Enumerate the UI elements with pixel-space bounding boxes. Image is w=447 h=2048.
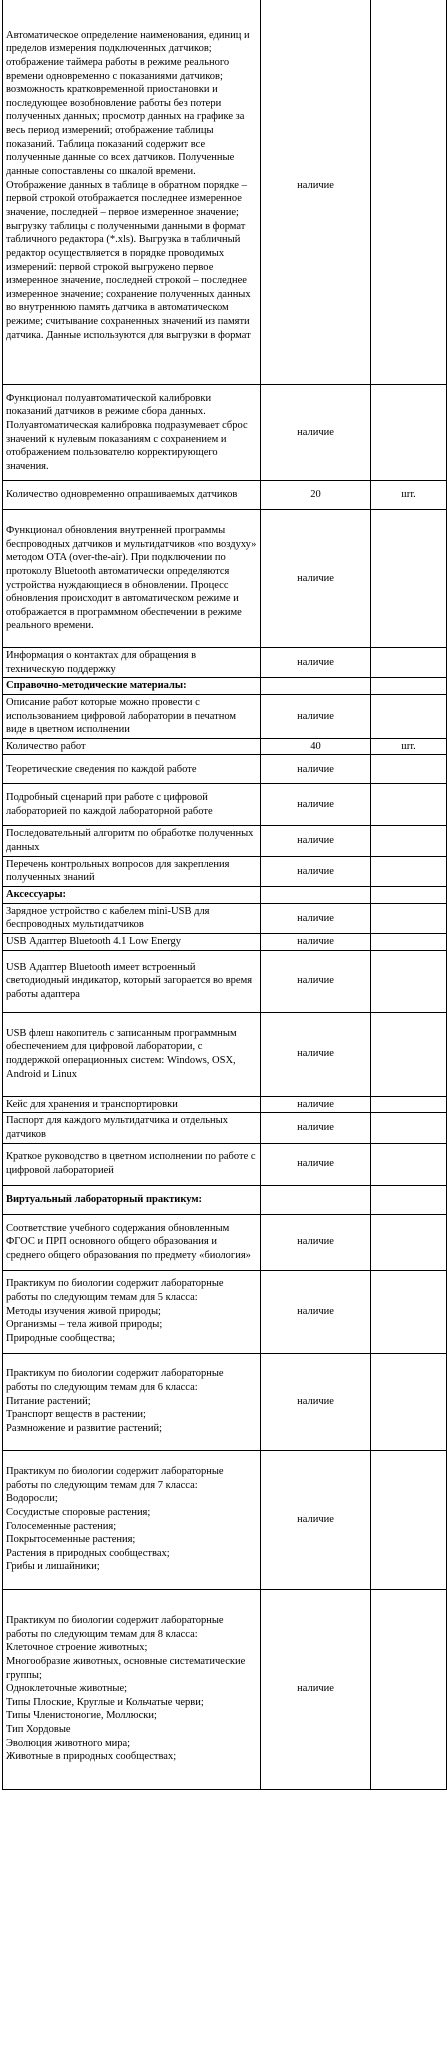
unit-cell — [371, 1450, 447, 1589]
unit-cell — [371, 1096, 447, 1113]
value-cell — [261, 1185, 371, 1214]
table-row — [3, 950, 447, 1012]
description-line: Питание растений; — [6, 1395, 91, 1407]
value-cell: наличие — [261, 933, 371, 950]
table-row — [3, 738, 447, 755]
description-line: Типы Членистоногие, Моллюски; — [6, 1710, 157, 1722]
description-cell — [3, 1113, 261, 1143]
unit-cell: шт. — [371, 481, 447, 510]
description-cell — [3, 1353, 261, 1450]
value-cell: наличие — [261, 856, 371, 886]
description-cell — [3, 950, 261, 1012]
value-cell: наличие — [261, 755, 371, 784]
description-line: Функционал обновления внутренней программы беспроводных датчиков и мультидатчиков «по воздуху» методом OTA (over-the-air). При подключении по протоколу Bluetooth автоматически определяются устройства нуждающиеся в обновлении. Процесс обновления происходит в автоматическом режиме и отображается в программном обеспечении в режиме реального времени. — [6, 524, 257, 632]
description-line: Аксессуары: — [6, 889, 67, 901]
unit-cell — [371, 678, 447, 695]
description-cell — [3, 1214, 261, 1270]
table-row — [3, 1270, 447, 1353]
description-line: Природные сообщества; — [6, 1332, 116, 1344]
description-cell — [3, 755, 261, 784]
description-cell — [3, 510, 261, 648]
description-line: Справочно-методические материалы: — [6, 680, 187, 692]
value-cell: наличие — [261, 1353, 371, 1450]
description-cell — [3, 1012, 261, 1096]
description-line: Растения в природных сообществах; — [6, 1547, 170, 1559]
description-cell — [3, 856, 261, 886]
value-cell: наличие — [261, 694, 371, 738]
description-line: Эволюция животного мира; — [6, 1737, 131, 1749]
table-row — [3, 755, 447, 784]
unit-cell — [371, 510, 447, 648]
description-line: Функционал полуавтоматической калибровки показаний датчиков в режиме сбора данных. Полуавтоматическая калибровка подразумевает сброс значений к нулевым показаниям с сохранением и отображением пользователю корректирующего значения. — [6, 392, 248, 472]
table-row — [3, 903, 447, 933]
description-line: Практикум по биологии содержит лабораторные работы по следующим темам для 5 класса: — [6, 1278, 224, 1304]
table-row — [3, 481, 447, 510]
description-line: USB Адаптер Bluetooth 4.1 Low Energy — [6, 935, 182, 947]
description-line: Сосудистые споровые растения; — [6, 1506, 151, 1518]
description-line: Транспорт веществ в растении; — [6, 1409, 146, 1421]
unit-cell — [371, 1214, 447, 1270]
table-row — [3, 784, 447, 826]
description-line: Подробный сценарий при работе с цифровой лабораторией по каждой лабораторной работе — [6, 792, 213, 817]
table-row — [3, 1096, 447, 1113]
description-line: Теоретические сведения по каждой работе — [6, 763, 197, 775]
value-cell: наличие — [261, 826, 371, 856]
description-line: Тип Хордовые — [6, 1724, 71, 1736]
description-cell — [3, 481, 261, 510]
section-title-cell — [3, 1185, 261, 1214]
description-cell — [3, 826, 261, 856]
table-row — [3, 856, 447, 886]
description-line: Животные в природных сообществах; — [6, 1751, 177, 1763]
value-cell: наличие — [261, 1012, 371, 1096]
description-line: Соответствие учебного содержания обновленным ФГОС и ПРП основного общего образования и среднего общего образования по предмету «биология» — [6, 1222, 251, 1261]
description-line: Автоматическое определение наименования, единиц и пределов измерения подключенных датчиков; отображение таймера работы в режиме реального времени одновременно с показаниями датчиков; возможность кратковременной приостановки и последующее возобновление работы без потери полученных данных; просмотр данных на графике за весь период измерений; отображение таблицы показаний. Таблица показаний содержит все полученные данные со всех датчиков. Полученные данные сопоставлены со шкалой времени. Отображение данных в таблице в обратном порядке – первой строкой отображается последнее измеренное значение, последней – первое измеренное значение; выгрузку таблицы с полученными данными в формат табличного редактора (*.xls). Выгрузка в табличный редактор осуществляется в порядке проводимых измерений: первой строкой выгружено первое измеренное значение, последней строкой – последнее измеренное значение; сохранение полученных данных во внутреннюю память датчика в автоматическом режиме; считывание сохраненных значений из памяти датчика. Данные используются для выгрузки в формат — [6, 29, 251, 341]
description-line: Последовательный алгоритм по обработке полученных данных — [6, 828, 254, 854]
value-cell: наличие — [261, 1450, 371, 1589]
unit-cell — [371, 694, 447, 738]
description-line: Информация о контактах для обращения в техническую поддержку — [6, 650, 197, 675]
description-line: Клеточное строение животных; — [6, 1642, 148, 1654]
section-title-cell — [3, 887, 261, 904]
value-cell — [261, 887, 371, 904]
value-cell: наличие — [261, 0, 371, 385]
unit-cell — [371, 856, 447, 886]
unit-cell — [371, 385, 447, 481]
unit-cell — [371, 933, 447, 950]
description-line: Количество работ — [6, 740, 86, 752]
description-line: Размножение и развитие растений; — [6, 1422, 163, 1434]
unit-cell — [371, 1143, 447, 1185]
description-cell — [3, 1450, 261, 1589]
unit-cell — [371, 784, 447, 826]
unit-cell — [371, 1012, 447, 1096]
description-cell — [3, 385, 261, 481]
section-header-row — [3, 887, 447, 904]
description-cell — [3, 1143, 261, 1185]
table-row — [3, 933, 447, 950]
description-line: Методы изучения живой природы; — [6, 1305, 161, 1317]
value-cell — [261, 678, 371, 695]
value-cell: наличие — [261, 1214, 371, 1270]
unit-cell — [371, 755, 447, 784]
description-line: Организмы – тела живой природы; — [6, 1319, 163, 1331]
value-cell: наличие — [261, 950, 371, 1012]
value-cell: наличие — [261, 1270, 371, 1353]
unit-cell — [371, 0, 447, 385]
table-row — [3, 1214, 447, 1270]
description-line: Количество одновременно опрашиваемых датчиков — [6, 489, 238, 501]
description-cell — [3, 0, 261, 385]
table-row — [3, 385, 447, 481]
value-cell: наличие — [261, 1096, 371, 1113]
description-cell — [3, 784, 261, 826]
description-cell — [3, 1096, 261, 1113]
description-line: Типы Плоские, Круглые и Кольчатые черви; — [6, 1696, 204, 1708]
section-header-row — [3, 1185, 447, 1214]
description-cell — [3, 694, 261, 738]
value-cell: наличие — [261, 1589, 371, 1789]
description-line: Практикум по биологии содержит лабораторные работы по следующим темам для 8 класса: — [6, 1615, 224, 1640]
value-cell: наличие — [261, 385, 371, 481]
table-row — [3, 1450, 447, 1589]
table-row — [3, 1353, 447, 1450]
description-line: Кейс для хранения и транспортировки — [6, 1098, 178, 1110]
description-line: Грибы и лишайники; — [6, 1561, 100, 1573]
table-row — [3, 0, 447, 385]
unit-cell — [371, 1113, 447, 1143]
value-cell: наличие — [261, 903, 371, 933]
section-header-row — [3, 678, 447, 695]
unit-cell — [371, 1353, 447, 1450]
description-line: Виртуальный лабораторный практикум: — [6, 1193, 203, 1205]
unit-cell — [371, 648, 447, 678]
description-line: Практикум по биологии содержит лабораторные работы по следующим темам для 6 класса: — [6, 1368, 224, 1394]
table-row — [3, 1143, 447, 1185]
description-line: Практикум по биологии содержит лабораторные работы по следующим темам для 7 класса: — [6, 1465, 224, 1491]
table-row — [3, 694, 447, 738]
description-line: Водоросли; — [6, 1493, 58, 1505]
value-cell: наличие — [261, 1113, 371, 1143]
value-cell: наличие — [261, 784, 371, 826]
description-cell — [3, 1270, 261, 1353]
unit-cell: шт. — [371, 738, 447, 755]
description-line: Зарядное устройство с кабелем mini-USB для беспроводных мультидатчиков — [6, 905, 210, 931]
specification-table-body — [3, 0, 447, 1789]
description-line: Описание работ которые можно провести с использованием цифровой лаборатории в печатном виде в цветном исполнении — [6, 696, 237, 736]
description-line: USB флеш накопитель с записанным программным обеспечением для цифровой лаборатории, с поддержкой операционных систем: Windows, OSX, Android и Linux — [6, 1027, 237, 1080]
unit-cell — [371, 887, 447, 904]
table-row — [3, 648, 447, 678]
value-cell: наличие — [261, 648, 371, 678]
description-line: Краткое руководство в цветном исполнении по работе с цифровой лабораторией — [6, 1151, 256, 1177]
description-line: USB Адаптер Bluetooth имеет встроенный светодиодный индикатор, который загорается во время работы адаптера — [6, 961, 253, 1000]
description-line: Многообразие животных, основные систематические группы; — [6, 1655, 246, 1681]
unit-cell — [371, 1589, 447, 1789]
unit-cell — [371, 903, 447, 933]
description-line: Одноклеточные животные; — [6, 1683, 128, 1695]
table-row — [3, 1012, 447, 1096]
unit-cell — [371, 950, 447, 1012]
table-row — [3, 1113, 447, 1143]
description-cell — [3, 933, 261, 950]
description-cell — [3, 1589, 261, 1789]
description-line: Паспорт для каждого мультидатчика и отдельных датчиков — [6, 1115, 228, 1140]
unit-cell — [371, 826, 447, 856]
section-title-cell — [3, 678, 261, 695]
description-line: Покрытосеменные растения; — [6, 1534, 136, 1546]
value-cell: наличие — [261, 510, 371, 648]
table-row — [3, 1589, 447, 1789]
value-cell: 40 — [261, 738, 371, 755]
description-cell — [3, 648, 261, 678]
table-row — [3, 510, 447, 648]
description-line: Перечень контрольных вопросов для закрепления полученных знаний — [6, 858, 230, 884]
description-line: Голосеменные растения; — [6, 1520, 117, 1532]
value-cell: 20 — [261, 481, 371, 510]
value-cell: наличие — [261, 1143, 371, 1185]
description-cell — [3, 903, 261, 933]
unit-cell — [371, 1185, 447, 1214]
unit-cell — [371, 1270, 447, 1353]
description-cell — [3, 738, 261, 755]
specification-table — [2, 0, 447, 1790]
table-row — [3, 826, 447, 856]
